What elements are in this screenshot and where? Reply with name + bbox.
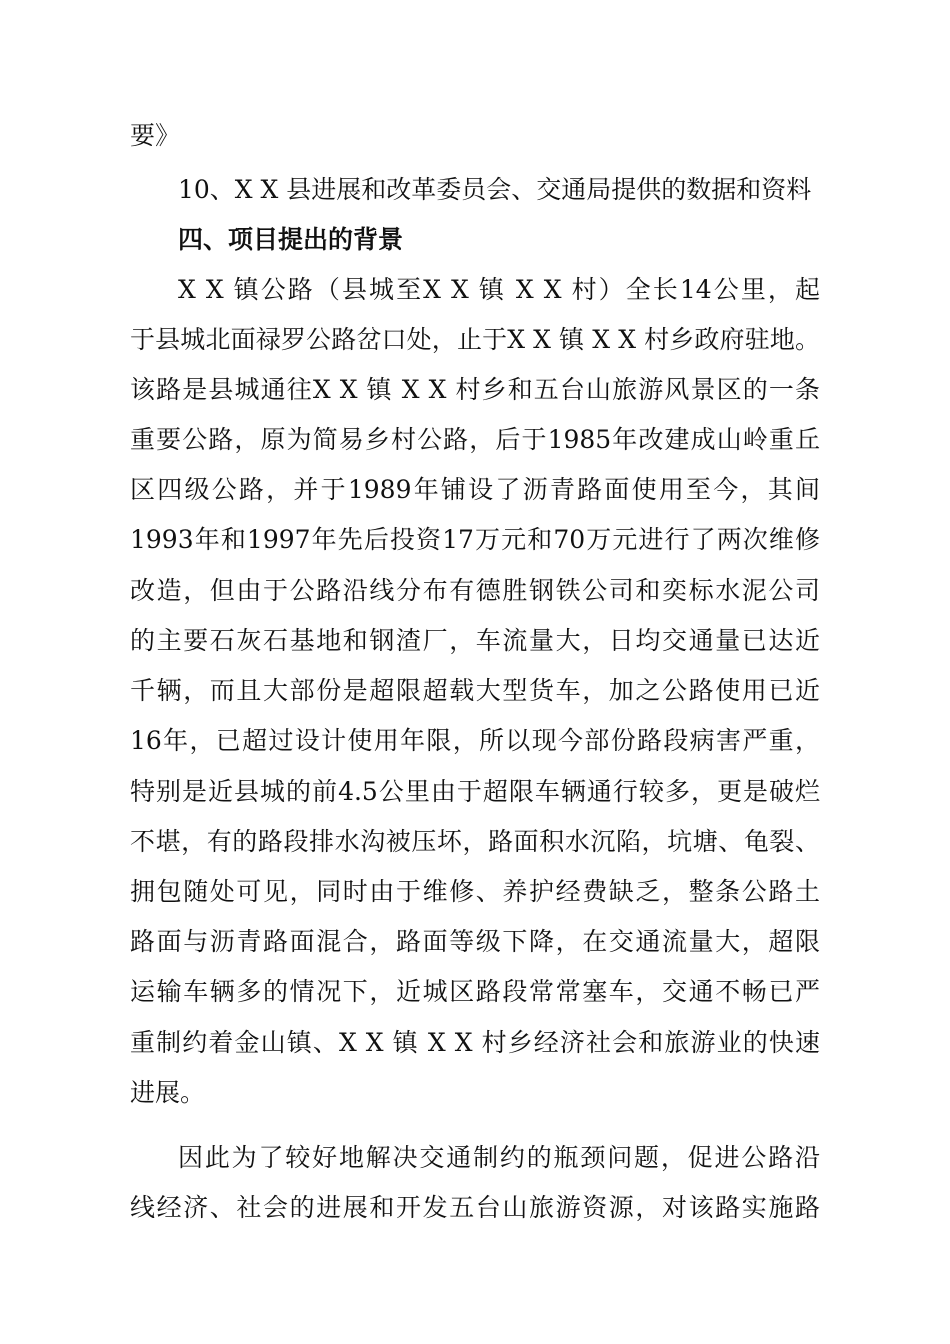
reference-item-10: 10、X X 县进展和改革委员会、交通局提供的数据和资料 (178, 175, 812, 204)
paragraph-line: X X 镇公路（县城至X X 镇 X X 村）全长14公里，起 (178, 275, 820, 304)
paragraph-line: 16年，已超过设计使用年限，所以现今部份路段病害严重， (130, 726, 820, 755)
paragraph-line: 区四级公路，并于1989年铺设了沥青路面使用至今，其间 (130, 475, 820, 504)
paragraph-line: 线经济、社会的进展和开发五台山旅游资源，对该路实施路 (130, 1193, 820, 1222)
paragraph-line: 拥包随处可见，同时由于维修、养护经费缺乏，整条公路土 (130, 877, 820, 906)
paragraph-line: 千辆，而且大部份是超限超载大型货车，加之公路使用已近 (130, 676, 820, 705)
paragraph-line: 特别是近县城的前4.5公里由于超限车辆通行较多，更是破烂 (130, 777, 820, 806)
paragraph-line: 1993年和1997年先后投资17万元和70万元进行了两次维修 (130, 525, 820, 554)
paragraph-line: 改造，但由于公路沿线分布有德胜钢铁公司和奕标水泥公司 (130, 576, 820, 605)
paragraph-line: 的主要石灰石基地和钢渣厂，车流量大，日均交通量已达近 (130, 626, 820, 655)
paragraph-line: 重要公路，原为简易乡村公路，后于1985年改建成山岭重丘 (130, 425, 820, 454)
paragraph-line: 该路是县城通往X X 镇 X X 村乡和五台山旅游风景区的一条 (130, 375, 820, 404)
paragraph-line: 于县城北面禄罗公路岔口处，止于X X 镇 X X 村乡政府驻地。 (130, 325, 820, 354)
paragraph-line: 路面与沥青路面混合，路面等级下降，在交通流量大，超限 (130, 927, 820, 956)
section-heading: 四、项目提出的背景 (178, 225, 404, 254)
paragraph-line: 重制约着金山镇、X X 镇 X X 村乡经济社会和旅游业的快速 (130, 1028, 820, 1057)
paragraph-line: 进展。 (130, 1078, 206, 1107)
paragraph-line: 不堪，有的路段排水沟被压坏，路面积水沉陷，坑塘、龟裂、 (130, 827, 820, 856)
paragraph-line: 运输车辆多的情况下，近城区路段常常塞车，交通不畅已严 (130, 977, 820, 1006)
text-line-continuation: 要》 (130, 121, 181, 150)
paragraph-line: 因此为了较好地解决交通制约的瓶颈问题，促进公路沿 (178, 1143, 820, 1172)
